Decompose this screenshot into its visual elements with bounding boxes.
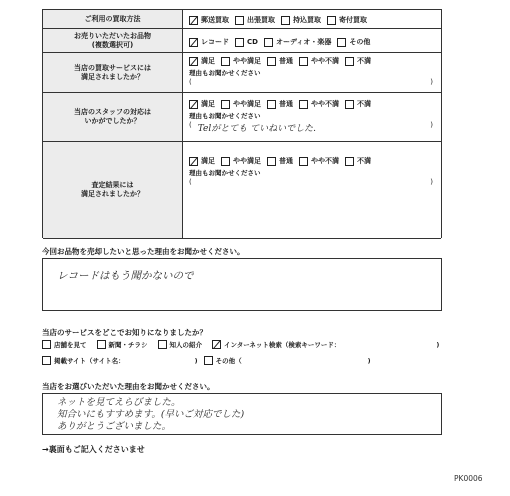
table-row	[43, 29, 441, 53]
table-row	[43, 53, 441, 93]
reason-answer	[198, 178, 431, 186]
source-option[interactable]	[158, 340, 203, 349]
sell-reason-answer-box[interactable]	[42, 258, 442, 311]
option[interactable]	[189, 15, 229, 25]
source-option-label: 店舗を見て	[54, 341, 87, 349]
source-option-label: インターネット検索（検索キーワード：	[224, 341, 341, 349]
question-label-line: 満足されましたか？	[81, 190, 144, 198]
back-side-note: →裏面もご記入くださいませ	[42, 445, 145, 454]
option[interactable]	[189, 99, 215, 109]
answer-cell	[183, 29, 441, 52]
checkbox[interactable]	[345, 157, 354, 166]
source-option[interactable]	[204, 356, 242, 365]
source-option-label: 知人の紹介	[169, 341, 202, 349]
option[interactable]	[337, 37, 370, 47]
option-label: やや満足	[233, 57, 261, 65]
question-label-line: お売りいただいたお品物	[74, 31, 151, 40]
option[interactable]	[235, 15, 275, 25]
checkbox[interactable]	[235, 16, 244, 25]
source-option-label: その他（	[215, 357, 242, 365]
checkbox[interactable]	[221, 100, 230, 109]
option-group	[189, 15, 373, 25]
answer-cell	[183, 93, 441, 141]
checkbox[interactable]	[281, 16, 290, 25]
option-label: 満足	[201, 157, 215, 165]
option-label: 持込買取	[293, 16, 321, 24]
option-label: やや満足	[233, 157, 261, 165]
question-label	[43, 10, 183, 28]
option[interactable]	[267, 156, 293, 166]
checkbox[interactable]	[204, 356, 213, 365]
reason-field[interactable]	[189, 178, 433, 186]
checkbox[interactable]	[235, 38, 244, 47]
survey-table	[42, 9, 442, 238]
option-group	[189, 56, 377, 66]
checkbox[interactable]	[42, 340, 51, 349]
choose-reason-answer-box[interactable]	[42, 393, 442, 435]
option[interactable]	[299, 156, 339, 166]
choose-reason-heading: 当店をお選びいただいた理由をお聞かせください。	[42, 382, 215, 391]
paren-open: (	[189, 78, 192, 86]
source-heading: 当店のサービスをどこでお知りになりましたか？	[42, 328, 207, 337]
option[interactable]	[189, 56, 215, 66]
question-label-line: いかがでしたか？	[84, 117, 141, 125]
checkbox[interactable]	[189, 38, 198, 47]
source-option-label: 新聞・チラシ	[108, 341, 148, 349]
option-label: レコード	[201, 38, 229, 46]
source-row-2	[42, 356, 462, 365]
paren-open: (	[189, 178, 192, 186]
paren-close: )	[436, 340, 440, 349]
source-option-label: 掲載サイト（サイト名：	[54, 357, 125, 365]
option[interactable]	[189, 37, 229, 47]
option-label: 普通	[279, 57, 293, 65]
question-label	[43, 29, 183, 52]
choose-reason-line: ネットを見てえらびました。	[57, 397, 181, 408]
checkbox[interactable]	[221, 57, 230, 66]
option[interactable]	[267, 56, 293, 66]
table-row	[43, 10, 441, 29]
option-label: CD	[247, 38, 258, 46]
choose-reason-line: ありがとうございました。	[57, 421, 172, 432]
choose-reason-answer	[57, 397, 244, 433]
option-label: その他	[349, 38, 371, 46]
option[interactable]	[299, 99, 339, 109]
reason-answer: Telがとても ていねいでした.	[197, 124, 316, 134]
option[interactable]	[221, 99, 261, 109]
option[interactable]	[299, 56, 339, 66]
checkbox[interactable]	[212, 340, 221, 349]
paren-close: )	[367, 356, 371, 365]
paren-close: )	[430, 121, 433, 129]
reason-label: 理由もお聞かせください	[189, 112, 261, 120]
option[interactable]	[345, 156, 371, 166]
source-option[interactable]	[212, 340, 340, 349]
paren-close: )	[194, 356, 198, 365]
checkbox[interactable]	[345, 57, 354, 66]
source-option[interactable]	[42, 340, 87, 349]
option[interactable]	[281, 15, 321, 25]
choose-reason-line: 知合いにもすすめます。(早いご対応でした)	[57, 409, 245, 420]
option-group	[189, 99, 377, 109]
checkbox[interactable]	[267, 57, 276, 66]
checkbox[interactable]	[158, 340, 167, 349]
option-label: 普通	[279, 100, 293, 108]
checkbox[interactable]	[189, 100, 198, 109]
reason-label: 理由もお聞かせください	[189, 69, 261, 77]
checkbox[interactable]	[189, 57, 198, 66]
answer-cell	[183, 10, 441, 28]
question-label-line: ご利用の買取方法	[84, 14, 141, 23]
option[interactable]	[189, 156, 215, 166]
sell-reason-answer: レコードはもう聞かないので	[57, 270, 194, 282]
option[interactable]	[267, 99, 293, 109]
checkbox[interactable]	[189, 157, 198, 166]
source-row-1	[42, 340, 462, 349]
question-label	[43, 142, 183, 238]
answer-cell	[183, 142, 441, 238]
option[interactable]	[327, 15, 367, 25]
paren-close: )	[430, 178, 433, 186]
option[interactable]	[221, 156, 261, 166]
paren-close: )	[430, 78, 433, 86]
option[interactable]	[264, 37, 331, 47]
checkbox[interactable]	[299, 57, 308, 66]
option-label: やや不満	[311, 157, 339, 165]
form-code: PK0006	[454, 474, 483, 483]
question-label-line: 当店の買取サービスには	[74, 63, 151, 72]
checkbox[interactable]	[42, 356, 51, 365]
option-label: 不満	[357, 100, 371, 108]
option-label: 満足	[201, 57, 215, 65]
question-label	[43, 53, 183, 92]
option[interactable]	[345, 99, 371, 109]
paren-open: (	[189, 121, 192, 129]
option-label: オーディオ・楽器	[275, 38, 332, 46]
table-row	[43, 142, 441, 239]
checkbox[interactable]	[97, 340, 106, 349]
option-group	[189, 156, 377, 166]
option-label: やや満足	[233, 100, 261, 108]
option-label: 不満	[357, 157, 371, 165]
option-label: やや不満	[311, 100, 339, 108]
option[interactable]	[221, 56, 261, 66]
checkbox[interactable]	[267, 100, 276, 109]
reason-answer	[198, 78, 431, 86]
checkbox[interactable]	[189, 16, 198, 25]
option-label: 不満	[357, 57, 371, 65]
answer-cell	[183, 53, 441, 92]
option-label: 寄付買取	[339, 16, 367, 24]
option-group	[189, 37, 376, 47]
option-label: 普通	[279, 157, 293, 165]
table-row	[43, 93, 441, 142]
source-option[interactable]	[42, 356, 125, 365]
option-label: 満足	[201, 100, 215, 108]
question-label-line: 査定結果には	[91, 181, 134, 189]
source-option[interactable]	[97, 340, 148, 349]
option-label: 郵送買取	[201, 16, 229, 24]
option[interactable]	[345, 56, 371, 66]
question-label	[43, 93, 183, 141]
option[interactable]	[235, 38, 258, 47]
reason-label: 理由もお聞かせください	[189, 169, 261, 177]
option-label: やや不満	[311, 57, 339, 65]
reason-field[interactable]	[189, 121, 433, 134]
option-label: 出張買取	[247, 16, 275, 24]
checkbox[interactable]	[327, 16, 336, 25]
question-label-line: (複数選択可)	[91, 40, 134, 49]
question-label-line: 当店のスタッフの対応は	[74, 108, 151, 116]
checkbox[interactable]	[299, 100, 308, 109]
checkbox[interactable]	[221, 157, 230, 166]
checkbox[interactable]	[264, 38, 273, 47]
sell-reason-heading: 今回お品物を売却したいと思った理由をお聞かせください。	[42, 247, 245, 256]
reason-field[interactable]	[189, 78, 433, 86]
checkbox[interactable]	[337, 38, 346, 47]
checkbox[interactable]	[345, 100, 354, 109]
checkbox[interactable]	[267, 157, 276, 166]
checkbox[interactable]	[299, 157, 308, 166]
question-label-line: 満足されましたか？	[81, 72, 144, 81]
